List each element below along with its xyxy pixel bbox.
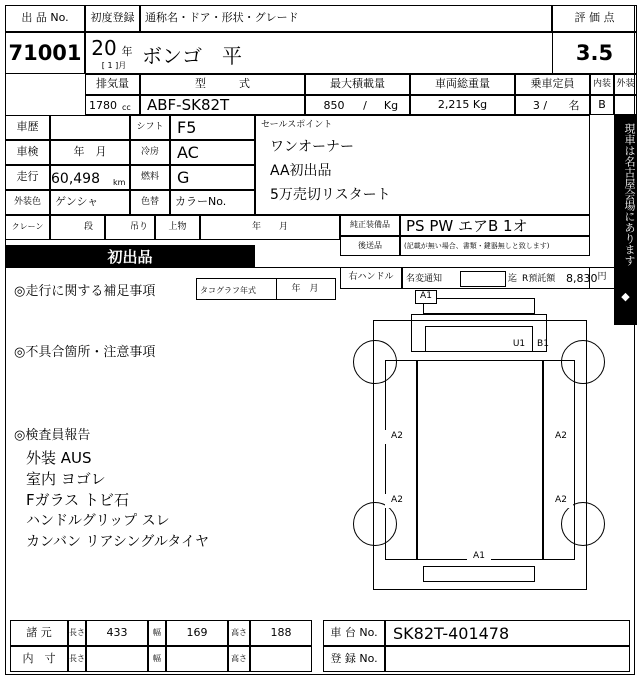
first-reg-year-unit: 年 bbox=[121, 44, 133, 58]
tacho-value: 年 月 bbox=[291, 284, 319, 295]
capacity-unit: 名 bbox=[568, 98, 580, 112]
mileage-value: 60,498 bbox=[51, 171, 100, 187]
inner-height-value-cell bbox=[250, 646, 312, 672]
aircon-label: 冷房 bbox=[140, 146, 159, 157]
sales-point-box bbox=[255, 115, 590, 215]
exhibit-no-value-cell bbox=[5, 32, 85, 74]
type-value-cell bbox=[140, 95, 305, 115]
name-change-label: 名変通知 bbox=[406, 274, 443, 285]
diagram-bed-left bbox=[385, 360, 417, 560]
max-load-label-cell bbox=[305, 74, 410, 95]
body-label: 上物 bbox=[168, 221, 187, 232]
capacity-label: 乗車定員 bbox=[530, 77, 575, 91]
diagram-front-bumper bbox=[423, 298, 535, 314]
name-change-cell bbox=[402, 267, 524, 289]
crane-label-cell bbox=[5, 215, 50, 240]
running-note-label: ◎走行に関する補足事項 bbox=[14, 283, 156, 299]
hook-label: 吊り bbox=[129, 221, 148, 232]
car-diagram bbox=[345, 290, 615, 620]
stage-label: 段 bbox=[83, 221, 93, 232]
displacement-label-cell bbox=[85, 74, 140, 95]
aftersend-note-cell bbox=[400, 236, 590, 256]
handle-cell bbox=[340, 267, 402, 289]
exterior-value-cell bbox=[614, 95, 637, 115]
color-value: ゲンシャ bbox=[55, 195, 99, 209]
diagram-mark-a2-left-front: A2 bbox=[385, 430, 409, 444]
displacement-value-cell bbox=[85, 95, 140, 115]
color-change-label: 色替 bbox=[140, 196, 159, 207]
tacho-cell bbox=[196, 278, 336, 300]
equipment-value: PS PW エアB 1オ bbox=[406, 217, 528, 235]
history-label-cell bbox=[5, 115, 50, 140]
chassis-label-cell bbox=[323, 620, 385, 646]
deposit-value: 8,830 bbox=[566, 272, 598, 286]
crane-label: クレーン bbox=[11, 222, 44, 232]
eval-label-cell bbox=[552, 5, 637, 32]
interior-label: 内装 bbox=[592, 78, 611, 89]
inner-width-value-cell bbox=[166, 646, 228, 672]
shift-value-cell bbox=[170, 115, 255, 140]
exterior-label-cell bbox=[614, 74, 637, 95]
inspector-label: ◎検査員報告 bbox=[14, 427, 91, 443]
fuel-label-cell bbox=[130, 165, 170, 190]
history-label: 車歴 bbox=[16, 120, 39, 134]
color-value-cell bbox=[50, 190, 130, 215]
color-label: 外装色 bbox=[13, 196, 41, 207]
mileage-label: 走行 bbox=[16, 170, 39, 184]
exhibit-no-label: 出 品 No. bbox=[21, 11, 69, 25]
diagram-mark-a2-left-rear: A2 bbox=[385, 494, 409, 508]
type-label: 型 式 bbox=[195, 77, 250, 91]
exhibit-no-value: 71001 bbox=[8, 41, 82, 65]
defect-label: ◎不具合箇所・注意事項 bbox=[14, 344, 156, 360]
history-value-cell bbox=[50, 115, 130, 140]
type-value: ABF-SK82T bbox=[147, 96, 230, 114]
diagram-mark-a1-top: A1 bbox=[415, 290, 437, 304]
diagram-rear-bumper bbox=[423, 566, 535, 582]
equipment-label-cell bbox=[340, 215, 400, 236]
displacement-unit: cc bbox=[122, 102, 131, 112]
inspector-line-3: Fガラス トビ石 bbox=[26, 490, 129, 509]
mileage-label-cell bbox=[5, 165, 50, 190]
diagram-mark-b1: B1 bbox=[537, 339, 549, 350]
gross-weight-value-cell bbox=[410, 95, 515, 115]
color-label-cell bbox=[5, 190, 50, 215]
color-no-label: カラーNo. bbox=[175, 195, 227, 209]
length-value: 433 bbox=[106, 625, 128, 639]
chassis-value-cell bbox=[385, 620, 630, 646]
mileage-value-cell bbox=[50, 165, 130, 190]
diagram-mark-a2-right-rear: A2 bbox=[549, 494, 573, 508]
body-value: 年 月 bbox=[251, 221, 288, 232]
register-label-cell bbox=[323, 646, 385, 672]
first-reg-label: 初度登録 bbox=[90, 11, 135, 25]
handle-label: 右ハンドル bbox=[348, 272, 394, 283]
width-value-cell bbox=[166, 620, 228, 646]
sales-point-line-2: AA初出品 bbox=[270, 163, 332, 179]
displacement-value: 1780 bbox=[89, 98, 117, 112]
register-label: 登 録 No. bbox=[330, 651, 378, 665]
deposit-unit: 円 bbox=[597, 272, 607, 283]
displacement-label: 排気量 bbox=[96, 77, 129, 91]
height-label-cell-2 bbox=[228, 646, 250, 672]
type-label-cell bbox=[140, 74, 305, 95]
name-change-value bbox=[461, 272, 505, 286]
width-label-cell-1 bbox=[148, 620, 166, 646]
model-grade-label-cell bbox=[140, 5, 552, 32]
equipment-value-cell bbox=[400, 215, 590, 236]
to-label: 迄 bbox=[508, 274, 518, 285]
width-label-1: 幅 bbox=[153, 627, 161, 637]
length-label-1: 長さ bbox=[69, 627, 85, 637]
sales-point-title: セールスポイント bbox=[261, 120, 333, 131]
width-label-2: 幅 bbox=[153, 653, 161, 663]
fuel-value-cell bbox=[170, 165, 255, 190]
deposit-cell bbox=[522, 267, 598, 289]
inspection-value: 年 月 bbox=[73, 145, 107, 159]
diagram-mark-u1: U1 bbox=[512, 339, 526, 350]
deposit-unit-cell bbox=[590, 267, 614, 289]
gross-weight-value: 2,215 Kg bbox=[437, 97, 488, 111]
equipment-label: 純正装備品 bbox=[350, 220, 390, 230]
diagram-bed-right bbox=[543, 360, 575, 560]
inspection-label-cell bbox=[5, 140, 50, 165]
aircon-label-cell bbox=[130, 140, 170, 165]
history-value bbox=[51, 116, 129, 139]
exterior-value bbox=[615, 96, 636, 114]
eval-value-cell bbox=[552, 32, 637, 74]
register-value-cell bbox=[385, 646, 630, 672]
diagram-bed-center bbox=[417, 360, 543, 560]
capacity-label-cell bbox=[515, 74, 590, 95]
first-exhibit-banner bbox=[5, 245, 255, 267]
height-value: 188 bbox=[270, 625, 292, 639]
inner-length-value-cell bbox=[86, 646, 148, 672]
inspection-label: 車検 bbox=[16, 145, 39, 159]
width-label-cell-2 bbox=[148, 646, 166, 672]
height-label-cell-1 bbox=[228, 620, 250, 646]
dimension-label-1: 諸 元 bbox=[26, 625, 52, 639]
max-load-value-cell bbox=[305, 95, 410, 115]
first-reg-month-note: [ 1 ]月 bbox=[101, 60, 127, 70]
body-value-cell bbox=[200, 215, 340, 240]
first-exhibit-banner-text: 初出品 bbox=[107, 247, 153, 266]
height-label-1: 高さ bbox=[231, 627, 247, 637]
color-no-cell bbox=[170, 190, 255, 215]
interior-value-cell bbox=[590, 95, 614, 115]
diagram-mark-a2-right-front: A2 bbox=[549, 430, 573, 444]
hook-cell bbox=[105, 215, 155, 240]
max-load-label: 最大積載量 bbox=[330, 77, 385, 91]
side-banner bbox=[614, 115, 637, 267]
inspector-line-5: カンバン リアシングルタイヤ bbox=[26, 534, 210, 550]
model-grade-label: 通称名・ドア・形状・グレード bbox=[145, 11, 299, 25]
fuel-label: 燃料 bbox=[140, 171, 159, 182]
max-load-unit: Kg bbox=[383, 98, 399, 112]
dimension-label-2: 内 寸 bbox=[22, 651, 56, 665]
side-banner-diamond: ◆ bbox=[621, 289, 630, 303]
capacity-value: 3 / bbox=[532, 98, 548, 112]
dimension-label-cell-2 bbox=[10, 646, 68, 672]
side-banner-text: 現車は名古屋会場にあります bbox=[623, 122, 636, 266]
height-label-2: 高さ bbox=[231, 653, 247, 663]
max-load-sep: / bbox=[363, 98, 367, 112]
mileage-unit: km bbox=[113, 177, 126, 187]
exhibit-no-cell bbox=[5, 5, 85, 32]
max-load-value: 850 bbox=[323, 98, 345, 112]
eval-label: 評 価 点 bbox=[574, 11, 615, 25]
aircon-value: AC bbox=[177, 143, 199, 162]
diagram-mark-a1-bottom: A1 bbox=[467, 550, 491, 564]
exterior-label: 外装 bbox=[616, 78, 635, 89]
chassis-value: SK82T-401478 bbox=[393, 623, 510, 643]
inner-width-value bbox=[167, 647, 227, 671]
sales-point-line-3: 5万売切リスタート bbox=[270, 187, 391, 203]
capacity-value-cell bbox=[515, 95, 590, 115]
aftersend-note: (記載が無い場合、書類・鍵器無しと致します) bbox=[404, 242, 550, 250]
length-label-cell-1 bbox=[68, 620, 86, 646]
gross-weight-label: 車両総重量 bbox=[435, 77, 490, 91]
width-value: 169 bbox=[186, 625, 208, 639]
shift-label: シフト bbox=[136, 121, 164, 132]
tacho-label: タコグラフ年式 bbox=[200, 285, 256, 295]
stage-cell bbox=[50, 215, 105, 240]
body-label-cell bbox=[155, 215, 200, 240]
inspector-line-1: 外装 AUS bbox=[26, 448, 92, 467]
side-banner-ext bbox=[614, 267, 637, 325]
color-change-label-cell bbox=[130, 190, 170, 215]
sales-point-line-1: ワンオーナー bbox=[270, 139, 354, 155]
first-reg-year: 20 bbox=[91, 36, 117, 60]
aftersend-label: 後送品 bbox=[358, 240, 382, 250]
shift-value: F5 bbox=[177, 118, 197, 137]
length-label-2: 長さ bbox=[69, 653, 85, 663]
inner-length-value bbox=[87, 647, 147, 671]
interior-label-cell bbox=[590, 74, 614, 95]
eval-value: 3.5 bbox=[575, 41, 614, 65]
inspector-line-4: ハンドルグリップ スレ bbox=[26, 513, 170, 529]
tacho-divider bbox=[276, 278, 277, 300]
model-name: ボンゴ 平 bbox=[142, 43, 242, 68]
chassis-label: 車 台 No. bbox=[330, 625, 378, 639]
deposit-label: R預託額 bbox=[522, 274, 556, 285]
interior-value: B bbox=[598, 97, 606, 111]
inspection-value-cell bbox=[50, 140, 130, 165]
shift-label-cell bbox=[130, 115, 170, 140]
inner-height-value bbox=[251, 647, 311, 671]
inspector-line-2: 室内 ヨゴレ bbox=[26, 469, 106, 488]
length-value-cell bbox=[86, 620, 148, 646]
fuel-value: G bbox=[177, 168, 190, 187]
aftersend-label-cell bbox=[340, 236, 400, 256]
dimension-label-cell-1 bbox=[10, 620, 68, 646]
register-value bbox=[386, 647, 629, 671]
aircon-value-cell bbox=[170, 140, 255, 165]
name-change-input[interactable] bbox=[460, 271, 506, 287]
first-reg-label-cell bbox=[85, 5, 140, 32]
length-label-cell-2 bbox=[68, 646, 86, 672]
gross-weight-label-cell bbox=[410, 74, 515, 95]
height-value-cell bbox=[250, 620, 312, 646]
